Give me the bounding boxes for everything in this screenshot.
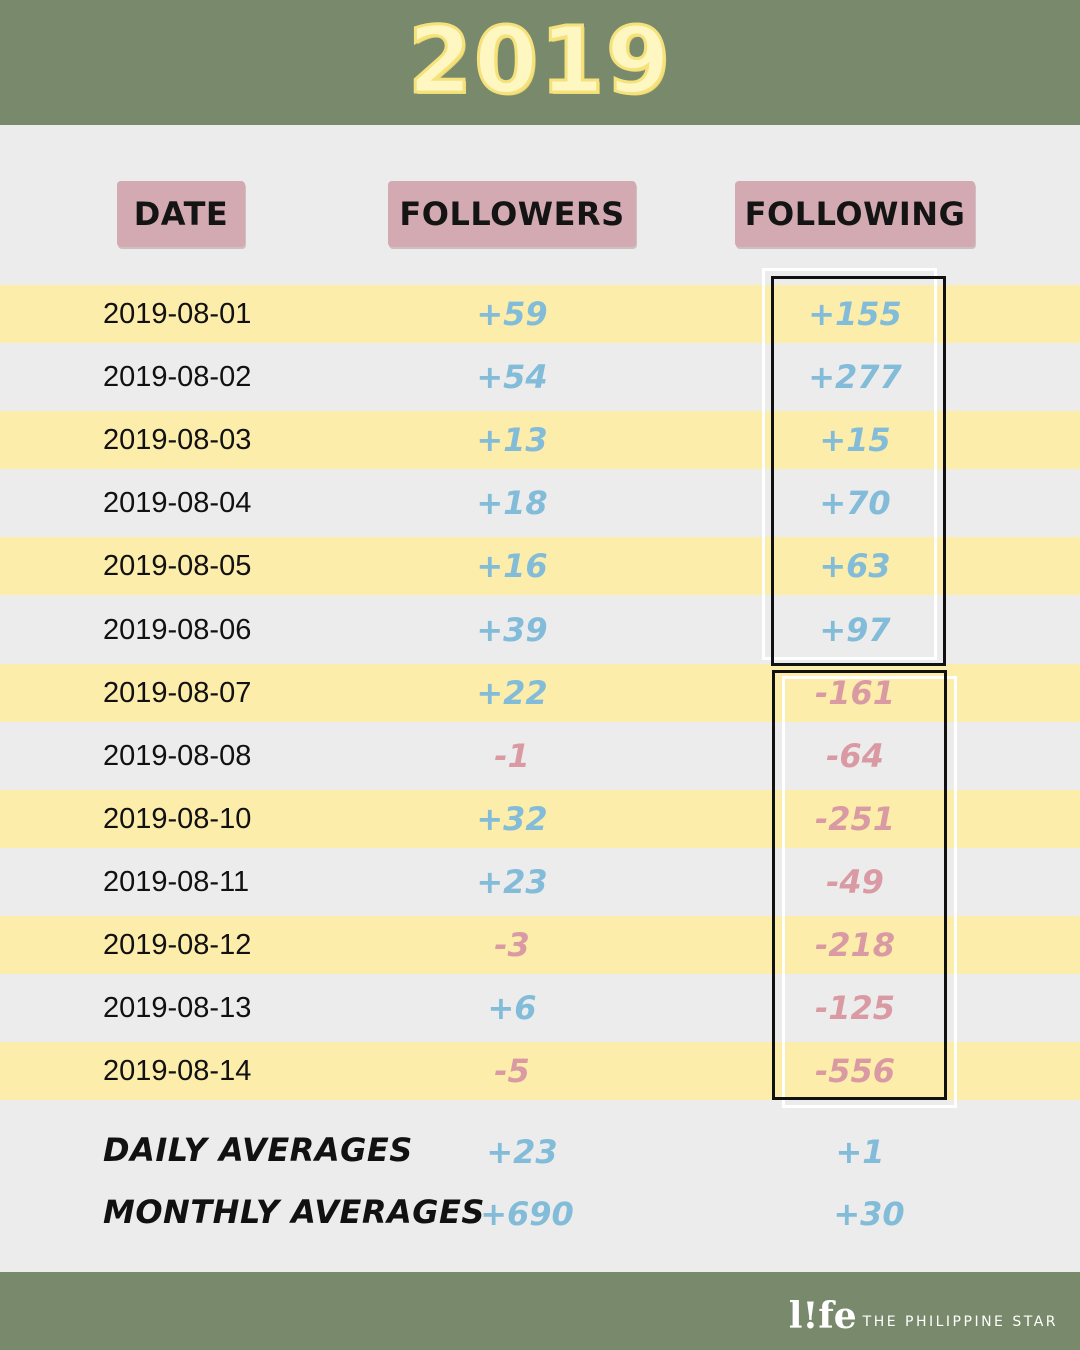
row-date: 2019-08-04 (103, 487, 252, 519)
row-followers-change: +59 (476, 295, 548, 333)
row-following-change: -251 (814, 800, 896, 838)
row-date: 2019-08-08 (103, 740, 252, 772)
row-followers-change: +23 (476, 863, 548, 901)
logo-subtitle: THE PHILIPPINE STAR (862, 1314, 1058, 1330)
row-followers-change: -3 (494, 926, 530, 964)
row-date: 2019-08-02 (103, 361, 252, 393)
row-date: 2019-08-12 (103, 929, 252, 961)
row-date: 2019-08-01 (103, 298, 252, 330)
row-date: 2019-08-07 (103, 677, 252, 709)
monthly-averages-label: MONTHLY AVERAGES (103, 1193, 485, 1231)
row-followers-change: +16 (476, 547, 548, 585)
column-header-followers: FOLLOWERS (388, 181, 636, 247)
positive-group-frame (771, 276, 946, 666)
daily-averages-following: +1 (835, 1133, 885, 1171)
row-followers-change: +6 (487, 989, 537, 1027)
brand-logo (789, 1286, 1058, 1336)
row-followers-change: -1 (494, 737, 530, 775)
row-date: 2019-08-06 (103, 614, 252, 646)
row-followers-change: +54 (476, 358, 548, 396)
row-following-change: -64 (826, 737, 884, 775)
row-followers-change: +13 (476, 421, 548, 459)
negative-group-frame (772, 670, 947, 1100)
row-followers-change: +39 (476, 611, 548, 649)
column-header-date: DATE (117, 181, 245, 247)
row-following-change: +70 (819, 484, 891, 522)
row-following-change: +155 (808, 295, 902, 333)
row-following-change: -161 (814, 674, 896, 712)
row-following-change: -556 (814, 1052, 896, 1090)
row-following-change: +97 (819, 611, 891, 649)
row-date: 2019-08-11 (103, 866, 250, 898)
row-following-change: +277 (808, 358, 902, 396)
header-banner (0, 0, 1080, 125)
row-following-change: -218 (814, 926, 896, 964)
column-header-following: FOLLOWING (735, 181, 975, 247)
row-followers-change: +32 (476, 800, 548, 838)
row-date: 2019-08-05 (103, 550, 252, 582)
row-followers-change: +22 (476, 674, 548, 712)
row-date: 2019-08-13 (103, 992, 252, 1024)
page-title: 2019 (407, 7, 673, 114)
footer-banner (0, 1272, 1080, 1350)
row-date: 2019-08-03 (103, 424, 252, 456)
row-following-change: -125 (814, 989, 896, 1027)
monthly-averages-following: +30 (833, 1195, 905, 1233)
daily-averages-label: DAILY AVERAGES (103, 1131, 413, 1169)
row-following-change: -49 (826, 863, 884, 901)
row-following-change: +15 (819, 421, 891, 459)
logo-mark: l!fe (788, 1295, 857, 1337)
row-followers-change: -5 (494, 1052, 530, 1090)
row-date: 2019-08-14 (103, 1055, 252, 1087)
row-followers-change: +18 (476, 484, 548, 522)
row-following-change: +63 (819, 547, 891, 585)
row-date: 2019-08-10 (103, 803, 252, 835)
monthly-averages-followers: +690 (480, 1195, 574, 1233)
daily-averages-followers: +23 (486, 1133, 558, 1171)
